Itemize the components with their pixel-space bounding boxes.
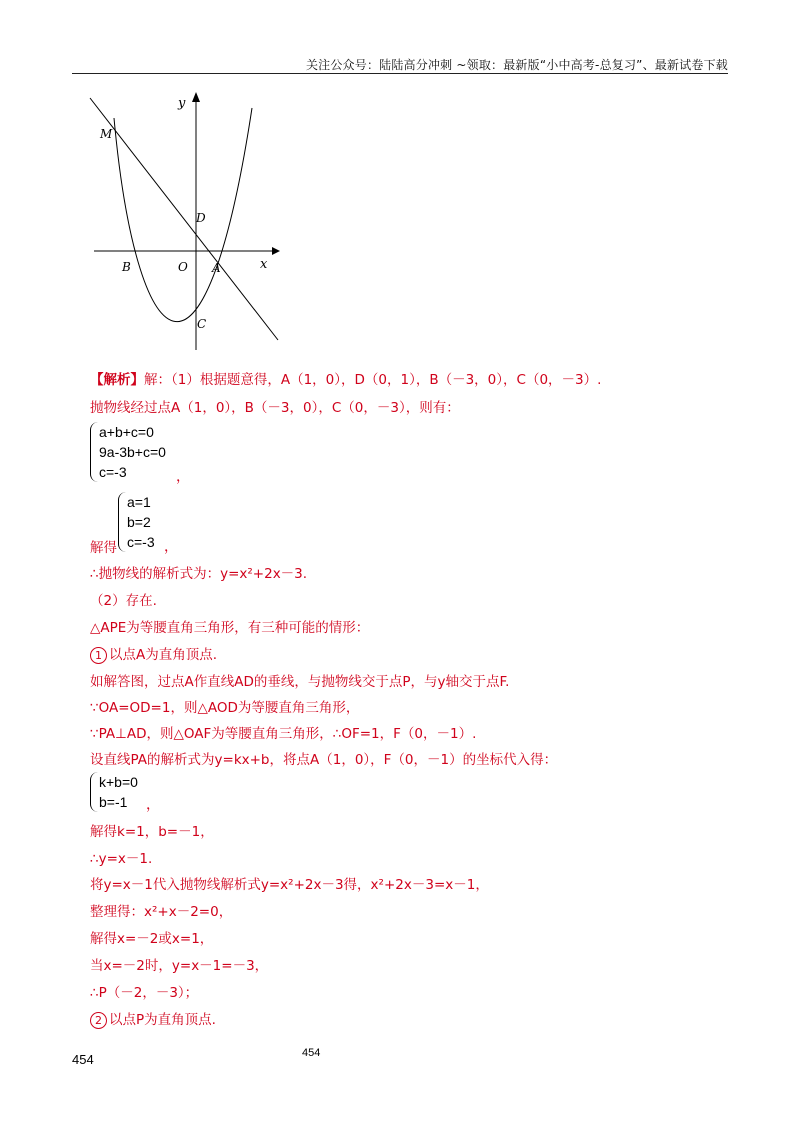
solution-line-2: 抛物线经过点A（1，0），B（－3，0），C（0，－3），则有：	[90, 400, 460, 416]
step-number-1: 1	[90, 647, 107, 664]
sys2-tail: ，	[164, 539, 178, 555]
solution-line-10: 设直线PA的解析式为y=kx+b，将点A（1，0），F（0，－1）的坐标代入得：	[90, 752, 558, 768]
solve-prefix: 解得	[90, 540, 117, 556]
solution-line-16: 当x=－2时，y=x－1=－3，	[90, 958, 269, 974]
step-number-2: 2	[90, 1012, 107, 1029]
analysis-tag: 【解析】	[90, 372, 144, 388]
solution-line-17: ∴P（－2，－3）；	[90, 985, 199, 1001]
page-number-center: 454	[302, 1047, 321, 1059]
sys3-tail: ，	[146, 797, 160, 813]
solution-line-18: 2 以点P为直角顶点.	[90, 1008, 216, 1032]
solution-line-11: 解得k=1，b=－1，	[90, 824, 214, 840]
label-x: x	[260, 257, 268, 272]
header-rule	[72, 73, 728, 74]
solution-line-7: 如解答图，过点A作直线AD的垂线，与抛物线交于点P，与y轴交于点F.	[90, 674, 510, 690]
parabola-curve	[114, 108, 252, 322]
solution-line-4: （2）存在.	[90, 593, 157, 609]
solution-line-9: ∵PA⊥AD，则△OAF为等腰直角三角形，∴OF=1，F（0，－1）.	[90, 726, 477, 742]
label-y: y	[178, 96, 186, 111]
solution-line-14: 整理得：x²+x－2=0，	[90, 904, 233, 920]
solution-line-15: 解得x=－2或x=1，	[90, 931, 214, 947]
solution-line-8: ∵OA=OD=1，则△AOD为等腰直角三角形，	[90, 700, 360, 716]
line-ad	[90, 98, 278, 340]
x-axis-arrow	[272, 247, 280, 255]
y-axis-arrow	[192, 92, 200, 102]
label-m: M	[100, 127, 113, 141]
page-header: 关注公众号：陆陆高分冲刺 ~领取：最新版“小中高考-总复习”、最新试卷下载	[305, 58, 728, 72]
solution-line-5: △APE为等腰直角三角形，有三种可能的情形：	[90, 620, 370, 636]
equation-system-3: k+b=0 b=-1	[90, 772, 138, 812]
equation-system-2: a=1 b=2 c=-3	[118, 492, 155, 552]
label-b: B	[122, 260, 131, 274]
solution-line-12: ∴y=x－1.	[90, 851, 153, 867]
parabola-figure	[86, 88, 286, 368]
label-c: C	[197, 317, 207, 331]
page-number-left: 454	[72, 1052, 94, 1067]
equation-system-1: a+b+c=0 9a-3b+c=0 c=-3	[90, 422, 166, 482]
solution-line-3: ∴抛物线的解析式为：y=x²+2x－3.	[90, 566, 308, 582]
solution-line-13: 将y=x－1代入抛物线解析式y=x²+2x－3得，x²+2x－3=x－1，	[90, 877, 489, 893]
sys1-tail: ，	[176, 469, 190, 485]
label-d: D	[196, 211, 206, 225]
label-a: A	[212, 261, 221, 275]
solution-line-6: 1 以点A为直角顶点.	[90, 643, 217, 667]
label-o: O	[178, 260, 188, 274]
solution-line-1: 【解析】解：（1）根据题意得，A（1，0），D（0，1），B（－3，0），C（0，－3）.	[90, 372, 602, 388]
